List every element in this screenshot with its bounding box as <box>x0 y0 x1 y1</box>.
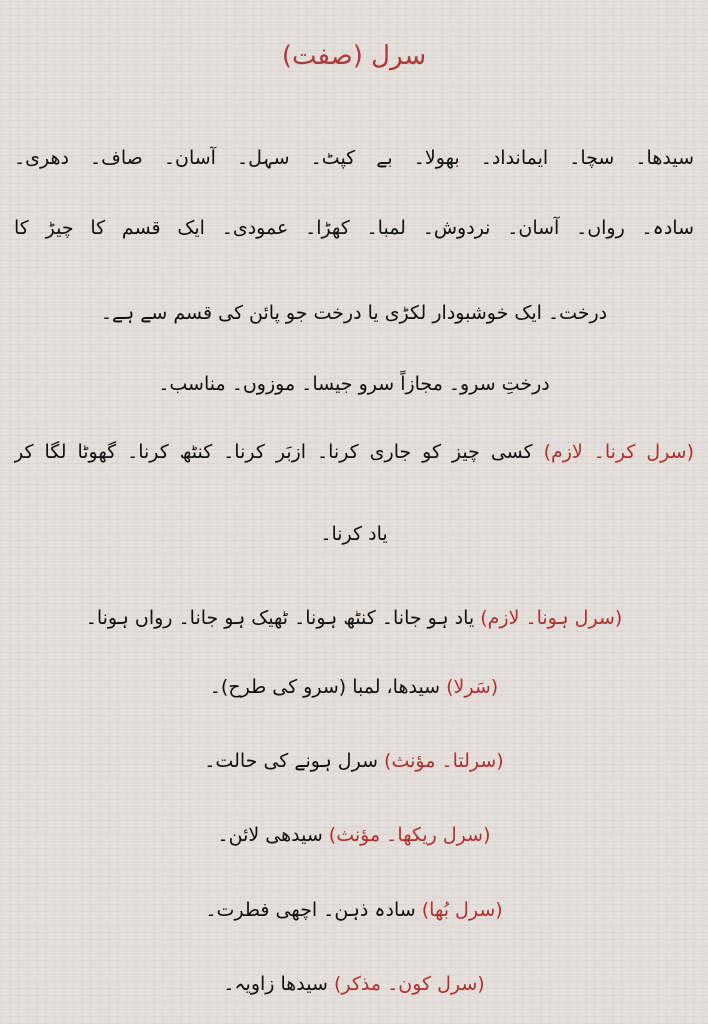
entry-text: کسی چیز کو جاری کرنا۔ ازبَر کرنا۔ کنٹھ کرنا۔ گھوٹا لگا کر <box>14 441 533 463</box>
entry-label: (سرلتا۔ مؤنث) <box>384 750 504 772</box>
definition-line: درخت۔ ایک خوشبودار لکڑی یا درخت جو پائن کی قسم سے ہے۔ <box>100 302 608 324</box>
entry-text: یاد ہو جانا۔ کنٹھ ہونا۔ ٹھیک ہو جانا۔ رواں ہونا۔ <box>85 607 475 629</box>
entry-text: سیدھا زاویہ۔ <box>223 973 328 995</box>
entry-row <box>14 667 694 707</box>
entry-label: (سرل ہونا۔ لازم) <box>480 607 623 629</box>
entry-text: سیدھا، لمبا (سرو کی طرح)۔ <box>209 676 441 698</box>
definition-line: درختِ سرو۔ مجازاً سرو جیسا۔ موزوں۔ مناسب۔ <box>158 373 550 395</box>
entry-label: (سَرلا) <box>446 676 499 698</box>
entry-label: (سرل کرنا۔ لازم) <box>543 441 694 463</box>
definition-line: سادہ۔ رواں۔ آسان۔ نردوش۔ لمبا۔ کھڑا۔ عمودی۔ ایک قسم کا چیڑ کا <box>14 217 694 239</box>
entry-text: سرل ہونے کی حالت۔ <box>204 750 378 772</box>
definition-line: سیدھا۔ سچا۔ ایمانداد۔ بھولا۔ بے کپٹ۔ سہل۔ آسان۔ صاف۔ دھری۔ <box>14 147 694 169</box>
entry-label: (سرل کون۔ مذکر) <box>333 973 485 995</box>
entry-row <box>14 741 694 781</box>
entry-label: (سرل بُھا) <box>421 899 503 921</box>
entry-continuation: یاد کرنا۔ <box>320 523 388 545</box>
page-title: سرل (صفت) <box>281 41 427 71</box>
entry-text: سیدھی لائن۔ <box>217 824 323 846</box>
entry-text: سادہ ذہن۔ اچھی فطرت۔ <box>205 899 416 921</box>
entry-row <box>14 890 694 930</box>
entry-row <box>14 432 694 472</box>
entry-row <box>14 815 694 855</box>
entry-row <box>14 964 694 1004</box>
entry-label: (سرل ریکھا۔ مؤنث) <box>328 824 491 846</box>
entry-row <box>14 598 694 638</box>
